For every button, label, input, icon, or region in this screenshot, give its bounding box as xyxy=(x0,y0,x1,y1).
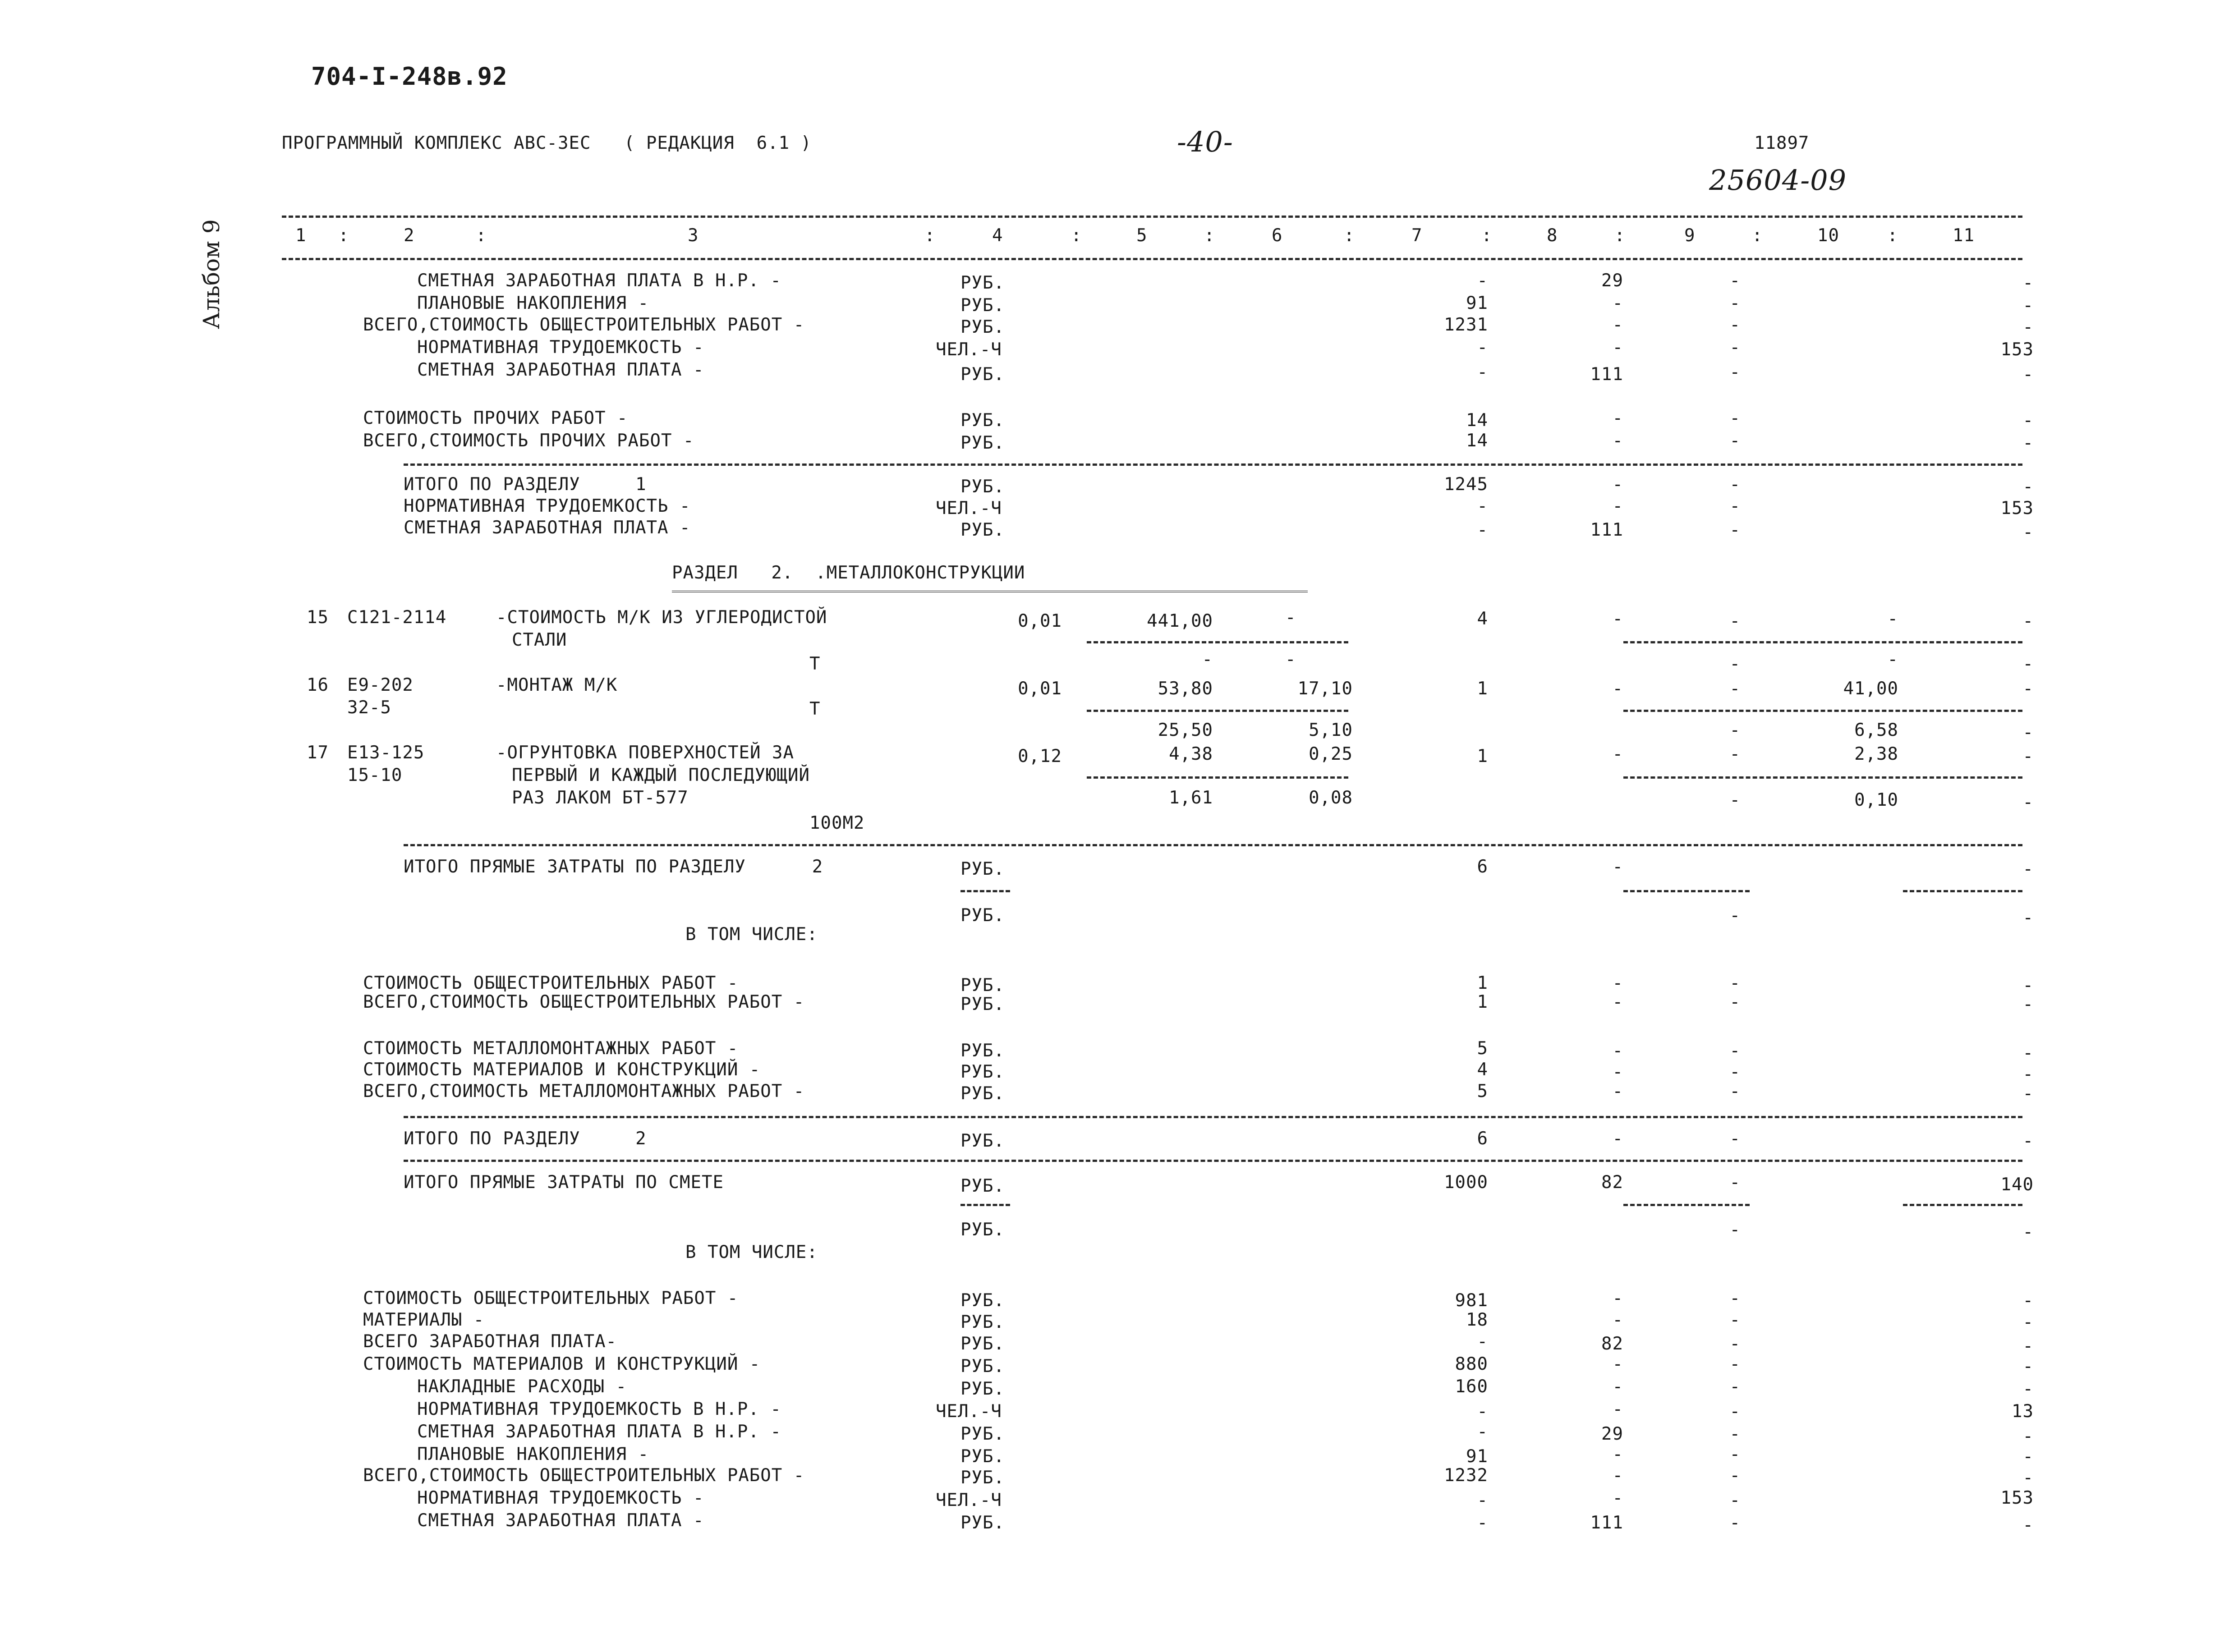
doc-code: 704-I-248в.92 xyxy=(311,62,508,91)
row-label: НОРМАТИВНАЯ ТРУДОЕМКОСТЬ - xyxy=(417,337,704,358)
row-unit: РУБ. xyxy=(960,1131,1005,1151)
row-label: НАКЛАДНЫЕ РАСХОДЫ - xyxy=(417,1377,627,1397)
cell-c7: 880 xyxy=(1455,1354,1488,1374)
cell-c10: - xyxy=(1887,609,1898,629)
cell-c9: - xyxy=(1729,431,1741,451)
cell-c11: - xyxy=(2022,1446,2034,1467)
row-label: ВСЕГО,СТОИМОСТЬ МЕТАЛЛОМОНТАЖНЫХ РАБОТ - xyxy=(363,1081,805,1101)
sub-rule xyxy=(1623,890,1750,892)
sub-c9: - xyxy=(1729,654,1741,674)
item-text: -ОГРУНТОВКА ПОВЕРХНОСТЕЙ ЗА xyxy=(496,743,794,763)
cell-c9: - xyxy=(1729,1513,1741,1533)
row-unit: РУБ. xyxy=(960,1083,1005,1104)
cell-c7: 160 xyxy=(1455,1377,1488,1397)
cell-c9: - xyxy=(1729,1041,1741,1061)
cell-c7: 6 xyxy=(1477,1129,1488,1149)
col-sep: : xyxy=(1204,225,1215,246)
cell-c8: - xyxy=(1612,973,1623,993)
cell-c7: - xyxy=(1477,362,1488,382)
item-text: -СТОИМОСТЬ М/К ИЗ УГЛЕРОДИСТОЙ xyxy=(496,607,827,628)
row-label: ИТОГО ПРЯМЫЕ ЗАТРАТЫ ПО РАЗДЕЛУ 2 xyxy=(404,857,823,877)
cell-c11: - xyxy=(2022,410,2034,431)
cell-c7: - xyxy=(1477,1490,1488,1510)
col-8: 8 xyxy=(1547,225,1558,246)
item-code: Е9-202 xyxy=(347,675,414,695)
section-rule xyxy=(404,1160,2022,1162)
sub-c11: - xyxy=(2022,792,2034,812)
cell-c7: 1231 xyxy=(1444,315,1488,335)
cell-c8: 111 xyxy=(1590,364,1623,385)
cell-c7: 5 xyxy=(1477,1038,1488,1059)
cell-c11: 140 xyxy=(2000,1175,2034,1195)
row-unit: РУБ. xyxy=(960,1379,1005,1399)
row-unit: РУБ. xyxy=(960,410,1005,431)
cell-c7: 1 xyxy=(1477,992,1488,1012)
col-sep: : xyxy=(1071,225,1082,246)
col-7: 7 xyxy=(1411,225,1423,246)
row-unit: РУБ. xyxy=(960,1446,1005,1467)
item-code-2: 32-5 xyxy=(347,698,391,718)
row-unit: РУБ. xyxy=(960,1290,1005,1311)
cell-c8: 82 xyxy=(1601,1172,1623,1193)
row-unit: РУБ. xyxy=(960,1513,1005,1533)
cell-c5: 4,38 xyxy=(1169,744,1213,764)
cell-c7: - xyxy=(1477,496,1488,516)
cell-c8: - xyxy=(1612,408,1623,428)
cell-c9: - xyxy=(1729,744,1741,764)
sub-rule xyxy=(960,1204,1010,1206)
cell-c8: 82 xyxy=(1601,1334,1623,1354)
cell-c8: - xyxy=(1612,474,1623,495)
row-unit: ЧЕЛ.-Ч xyxy=(936,1490,1002,1510)
section-title-underline xyxy=(672,591,1308,592)
sub-rule xyxy=(1087,710,1348,712)
row-unit: РУБ. xyxy=(960,1312,1005,1332)
cell-c7: 1 xyxy=(1477,679,1488,699)
cell-c7: 91 xyxy=(1466,293,1488,313)
row-label: НОРМАТИВНАЯ ТРУДОЕМКОСТЬ - xyxy=(404,496,691,516)
cell-c9: - xyxy=(1729,1401,1741,1422)
item-text-3: РАЗ ЛАКОМ БТ-577 xyxy=(512,788,689,808)
sub-c6: 0,08 xyxy=(1309,788,1353,808)
sub-c6: 5,10 xyxy=(1309,720,1353,740)
cell-c11: - xyxy=(2022,1312,2034,1332)
item-unit: Т xyxy=(809,654,821,674)
cell-c9: - xyxy=(1729,1062,1741,1082)
cell-c11: - xyxy=(2022,1336,2034,1356)
sub-rule xyxy=(1087,776,1348,779)
row-unit: ЧЕЛ.-Ч xyxy=(936,340,1002,360)
sub-rule xyxy=(1623,641,2022,643)
cell-c9: - xyxy=(1729,1081,1741,1101)
cell-c4: 0,12 xyxy=(1018,746,1062,766)
col-6: 6 xyxy=(1272,225,1283,246)
cell-c7: 6 xyxy=(1477,857,1488,877)
item-text-2: СТАЛИ xyxy=(512,630,567,650)
cell-c9: - xyxy=(1729,905,1741,926)
row-label: ИТОГО ПРЯМЫЕ ЗАТРАТЫ ПО СМЕТЕ xyxy=(404,1172,724,1193)
cell-c11: - xyxy=(2022,1515,2034,1535)
item-code: Е13-125 xyxy=(347,743,425,763)
item-unit-note: 100М2 xyxy=(809,813,865,833)
cell-c9: - xyxy=(1729,337,1741,358)
cell-c9: - xyxy=(1729,973,1741,993)
cell-c11: - xyxy=(2022,273,2034,293)
cell-c9: - xyxy=(1729,1288,1741,1308)
cell-c7: 1 xyxy=(1477,973,1488,993)
handwritten-number: 25604-09 xyxy=(1709,164,1847,197)
cell-c8: - xyxy=(1612,1444,1623,1464)
table-top-rule xyxy=(282,216,2022,218)
section-rule xyxy=(404,463,2022,466)
item-code: С121-2114 xyxy=(347,607,447,628)
cell-c7: 4 xyxy=(1477,1060,1488,1080)
cell-c8: - xyxy=(1612,1399,1623,1419)
cell-c8: 29 xyxy=(1601,271,1623,291)
col-11: 11 xyxy=(1953,225,1975,246)
col-sep: : xyxy=(338,225,349,246)
row-unit: РУБ. xyxy=(960,433,1005,453)
cell-c9: - xyxy=(1729,1354,1741,1374)
cell-c7: 14 xyxy=(1466,410,1488,431)
col-sep: : xyxy=(1887,225,1898,246)
cell-c7: - xyxy=(1477,1401,1488,1422)
row-unit-2: РУБ. xyxy=(960,905,1005,926)
row-unit: РУБ. xyxy=(960,1468,1005,1488)
row-unit: РУБ. xyxy=(960,317,1005,337)
cell-c8: - xyxy=(1612,293,1623,313)
cell-c8: - xyxy=(1612,337,1623,358)
row-unit: РУБ. xyxy=(960,295,1005,316)
col-10: 10 xyxy=(1817,225,1839,246)
row-unit-2: РУБ. xyxy=(960,1220,1005,1240)
row-unit: РУБ. xyxy=(960,477,1005,497)
sub-c10: - xyxy=(1887,649,1898,670)
cell-c7: 981 xyxy=(1455,1290,1488,1311)
row-label: НОРМАТИВНАЯ ТРУДОЕМКОСТЬ В Н.Р. - xyxy=(417,1399,781,1419)
cell-c11: - xyxy=(2022,317,2034,337)
cell-c8: 111 xyxy=(1590,1513,1623,1533)
item-number: 17 xyxy=(307,743,329,763)
cell-c8: - xyxy=(1612,1129,1623,1149)
including-label: В ТОМ ЧИСЛЕ: xyxy=(685,1242,818,1262)
cell-c8: - xyxy=(1612,1288,1623,1308)
col-sep: : xyxy=(924,225,936,246)
section-2-title: РАЗДЕЛ 2. .МЕТАЛЛОКОНСТРУКЦИИ xyxy=(672,563,1025,583)
sub-rule xyxy=(1087,641,1348,643)
cell-c10: 41,00 xyxy=(1843,679,1898,699)
cell-c7: 1 xyxy=(1477,746,1488,766)
item-number: 15 xyxy=(307,607,329,628)
cell-c11: - xyxy=(2022,1131,2034,1151)
cell-c11: - xyxy=(2022,1468,2034,1488)
cell-c11: - xyxy=(2022,295,2034,316)
cell-c8: - xyxy=(1612,1310,1623,1330)
col-3: 3 xyxy=(688,225,699,246)
row-label: СТОИМОСТЬ ПРОЧИХ РАБОТ - xyxy=(363,408,628,428)
cell-c7: - xyxy=(1477,271,1488,291)
row-label: ПЛАНОВЫЕ НАКОПЛЕНИЯ - xyxy=(417,1444,649,1464)
cell-c7: - xyxy=(1477,1422,1488,1442)
cell-c6: 0,25 xyxy=(1309,744,1353,764)
cell-c7: - xyxy=(1477,520,1488,540)
cell-c5: 53,80 xyxy=(1158,679,1213,699)
cell-c11: - xyxy=(2022,433,2034,453)
sub-rule xyxy=(1623,1204,1750,1206)
cell-c11: - xyxy=(2022,1356,2034,1377)
cell-c4: 0,01 xyxy=(1018,679,1062,699)
row-label: СМЕТНАЯ ЗАРАБОТНАЯ ПЛАТА В Н.Р. - xyxy=(417,271,781,291)
cell-c9: - xyxy=(1729,1310,1741,1330)
row-label: СМЕТНАЯ ЗАРАБОТНАЯ ПЛАТА - xyxy=(417,360,704,380)
cell-c11: - xyxy=(2022,1290,2034,1311)
row-label: СМЕТНАЯ ЗАРАБОТНАЯ ПЛАТА В Н.Р. - xyxy=(417,1422,781,1442)
row-unit: РУБ. xyxy=(960,1334,1005,1354)
row-label: ВСЕГО,СТОИМОСТЬ ОБЩЕСТРОИТЕЛЬНЫХ РАБОТ - xyxy=(363,315,805,335)
cell-c9: - xyxy=(1729,293,1741,313)
cell-c8: - xyxy=(1612,609,1623,629)
program-title: ПРОГРАММНЫЙ КОМПЛЕКС АВС-3ЕС ( РЕДАКЦИЯ 6.1 ) xyxy=(282,133,812,153)
cell-c9: - xyxy=(1729,1129,1741,1149)
item-text: -МОНТАЖ М/К xyxy=(496,675,618,695)
cell-c9: - xyxy=(1729,271,1741,291)
sub-c10: 0,10 xyxy=(1854,790,1898,810)
sub-rule xyxy=(1623,776,2022,779)
cell-c7: 14 xyxy=(1466,431,1488,451)
sub-c11: - xyxy=(2022,722,2034,743)
cell-c11: - xyxy=(2022,1083,2034,1104)
sub-rule xyxy=(960,890,1010,892)
col-2: 2 xyxy=(404,225,415,246)
registration-number: 11897 xyxy=(1754,133,1810,153)
cell-c8: - xyxy=(1612,992,1623,1012)
cell-c8: - xyxy=(1612,1354,1623,1374)
cell-c9: - xyxy=(1729,474,1741,495)
cell-c11: - xyxy=(2022,1222,2034,1242)
cell-c11: - xyxy=(2022,908,2034,928)
cell-c8: 111 xyxy=(1590,520,1623,540)
col-sep: : xyxy=(1752,225,1763,246)
cell-c11: - xyxy=(2022,477,2034,497)
cell-c6: - xyxy=(1285,607,1296,628)
row-unit: РУБ. xyxy=(960,975,1005,996)
cell-c11: - xyxy=(2022,1426,2034,1446)
cell-c11: - xyxy=(2022,679,2034,699)
cell-c7: - xyxy=(1477,1513,1488,1533)
cell-c8: 29 xyxy=(1601,1424,1623,1444)
cell-c9: - xyxy=(1729,1465,1741,1486)
cell-c11: 13 xyxy=(2012,1401,2034,1422)
sub-c6: - xyxy=(1285,649,1296,670)
row-unit: РУБ. xyxy=(960,994,1005,1014)
cell-c9: - xyxy=(1729,611,1741,631)
col-1: 1 xyxy=(295,225,307,246)
row-unit: РУБ. xyxy=(960,273,1005,293)
cell-c8: - xyxy=(1612,744,1623,764)
col-4: 4 xyxy=(992,225,1003,246)
col-9: 9 xyxy=(1684,225,1696,246)
sub-c5: - xyxy=(1202,649,1213,670)
sub-c10: 6,58 xyxy=(1854,720,1898,740)
row-label: СТОИМОСТЬ МАТЕРИАЛОВ И КОНСТРУКЦИЙ - xyxy=(363,1060,761,1080)
row-unit: ЧЕЛ.-Ч xyxy=(936,1401,1002,1422)
cell-c7: 5 xyxy=(1477,1081,1488,1101)
cell-c11: - xyxy=(2022,975,2034,996)
cell-c8: - xyxy=(1612,1081,1623,1101)
cell-c9: - xyxy=(1729,496,1741,516)
cell-c11: - xyxy=(2022,859,2034,879)
cell-c9: - xyxy=(1729,1424,1741,1444)
cell-c11: 153 xyxy=(2000,1488,2034,1508)
cell-c9: - xyxy=(1729,315,1741,335)
section-rule xyxy=(404,844,2022,846)
sub-rule xyxy=(1903,890,2022,892)
cell-c9: - xyxy=(1729,992,1741,1012)
cell-c8: - xyxy=(1612,1062,1623,1082)
item-code-2: 15-10 xyxy=(347,765,403,785)
side-album-label: Альбом 9 xyxy=(198,219,225,329)
sub-c9: - xyxy=(1729,720,1741,740)
item-unit: Т xyxy=(809,699,821,719)
row-unit: РУБ. xyxy=(960,1176,1005,1196)
col-sep: : xyxy=(476,225,487,246)
cell-c9: - xyxy=(1729,1220,1741,1240)
cell-c9: - xyxy=(1729,1377,1741,1397)
sub-c9: - xyxy=(1729,790,1741,810)
cell-c4: 0,01 xyxy=(1018,611,1062,631)
cell-c11: - xyxy=(2022,994,2034,1014)
row-label: СТОИМОСТЬ ОБЩЕСТРОИТЕЛЬНЫХ РАБОТ - xyxy=(363,1288,739,1308)
header-bottom-rule xyxy=(282,258,2022,260)
cell-c7: 1245 xyxy=(1444,474,1488,495)
cell-c11: - xyxy=(2022,1064,2034,1084)
cell-c7: 1000 xyxy=(1444,1172,1488,1193)
row-label: ВСЕГО,СТОИМОСТЬ ОБЩЕСТРОИТЕЛЬНЫХ РАБОТ - xyxy=(363,1465,805,1486)
cell-c7: 91 xyxy=(1466,1446,1488,1467)
row-label: СТОИМОСТЬ МЕТАЛЛОМОНТАЖНЫХ РАБОТ - xyxy=(363,1038,739,1059)
including-label: В ТОМ ЧИСЛЕ: xyxy=(685,924,818,945)
cell-c5: 441,00 xyxy=(1147,611,1213,631)
row-label: ИТОГО ПО РАЗДЕЛУ 1 xyxy=(404,474,647,495)
row-unit: РУБ. xyxy=(960,1041,1005,1061)
cell-c7: - xyxy=(1477,337,1488,358)
page-number: -40- xyxy=(1177,125,1233,158)
cell-c7: 18 xyxy=(1466,1310,1488,1330)
cell-c7: - xyxy=(1477,1331,1488,1352)
cell-c7: 4 xyxy=(1477,609,1488,629)
row-label: СМЕТНАЯ ЗАРАБОТНАЯ ПЛАТА - xyxy=(404,518,691,538)
row-label: МАТЕРИАЛЫ - xyxy=(363,1310,485,1330)
item-text-2: ПЕРВЫЙ И КАЖДЫЙ ПОСЛЕДУЮЩИЙ xyxy=(512,765,810,785)
col-5: 5 xyxy=(1136,225,1148,246)
row-label: СТОИМОСТЬ ОБЩЕСТРОИТЕЛЬНЫХ РАБОТ - xyxy=(363,973,739,993)
cell-c10: 2,38 xyxy=(1854,744,1898,764)
row-unit: ЧЕЛ.-Ч xyxy=(936,498,1002,519)
cell-c7: 1232 xyxy=(1444,1465,1488,1486)
cell-c11: - xyxy=(2022,522,2034,542)
col-sep: : xyxy=(1344,225,1355,246)
section-rule xyxy=(404,1116,2022,1118)
cell-c8: - xyxy=(1612,431,1623,451)
cell-c8: - xyxy=(1612,679,1623,699)
cell-c11: - xyxy=(2022,611,2034,631)
cell-c9: - xyxy=(1729,1490,1741,1510)
cell-c8: - xyxy=(1612,1377,1623,1397)
cell-c8: - xyxy=(1612,1465,1623,1486)
row-unit: РУБ. xyxy=(960,1062,1005,1082)
cell-c8: - xyxy=(1612,857,1623,877)
row-unit: РУБ. xyxy=(960,1424,1005,1444)
cell-c9: - xyxy=(1729,362,1741,382)
cell-c11: - xyxy=(2022,1379,2034,1399)
cell-c8: - xyxy=(1612,1488,1623,1508)
cell-c11: 153 xyxy=(2000,498,2034,519)
sub-c11: - xyxy=(2022,654,2034,674)
sub-rule xyxy=(1903,1204,2022,1206)
row-label: ПЛАНОВЫЕ НАКОПЛЕНИЯ - xyxy=(417,293,649,313)
row-unit: РУБ. xyxy=(960,859,1005,879)
cell-c6: 17,10 xyxy=(1297,679,1353,699)
sub-c5: 25,50 xyxy=(1158,720,1213,740)
row-label: ВСЕГО ЗАРАБОТНАЯ ПЛАТА- xyxy=(363,1331,617,1352)
cell-c11: - xyxy=(2022,1043,2034,1063)
cell-c8: - xyxy=(1612,1041,1623,1061)
cell-c9: - xyxy=(1729,408,1741,428)
row-label: СМЕТНАЯ ЗАРАБОТНАЯ ПЛАТА - xyxy=(417,1510,704,1531)
cell-c11: - xyxy=(2022,364,2034,385)
cell-c8: - xyxy=(1612,496,1623,516)
row-unit: РУБ. xyxy=(960,520,1005,540)
cell-c11: 153 xyxy=(2000,340,2034,360)
row-label: ВСЕГО,СТОИМОСТЬ ОБЩЕСТРОИТЕЛЬНЫХ РАБОТ - xyxy=(363,992,805,1012)
row-label: ВСЕГО,СТОИМОСТЬ ПРОЧИХ РАБОТ - xyxy=(363,431,694,451)
row-label: ИТОГО ПО РАЗДЕЛУ 2 xyxy=(404,1129,647,1149)
row-label: СТОИМОСТЬ МАТЕРИАЛОВ И КОНСТРУКЦИЙ - xyxy=(363,1354,761,1374)
item-number: 16 xyxy=(307,675,329,695)
col-sep: : xyxy=(1481,225,1493,246)
sub-rule xyxy=(1623,710,2022,712)
row-label: НОРМАТИВНАЯ ТРУДОЕМКОСТЬ - xyxy=(417,1488,704,1508)
row-unit: РУБ. xyxy=(960,364,1005,385)
cell-c9: - xyxy=(1729,1334,1741,1354)
cell-c9: - xyxy=(1729,679,1741,699)
cell-c9: - xyxy=(1729,1172,1741,1193)
sub-c5: 1,61 xyxy=(1169,788,1213,808)
cell-c11: - xyxy=(2022,746,2034,766)
col-sep: : xyxy=(1614,225,1626,246)
cell-c9: - xyxy=(1729,1444,1741,1464)
cell-c8: - xyxy=(1612,315,1623,335)
row-unit: РУБ. xyxy=(960,1356,1005,1377)
cell-c9: - xyxy=(1729,520,1741,540)
